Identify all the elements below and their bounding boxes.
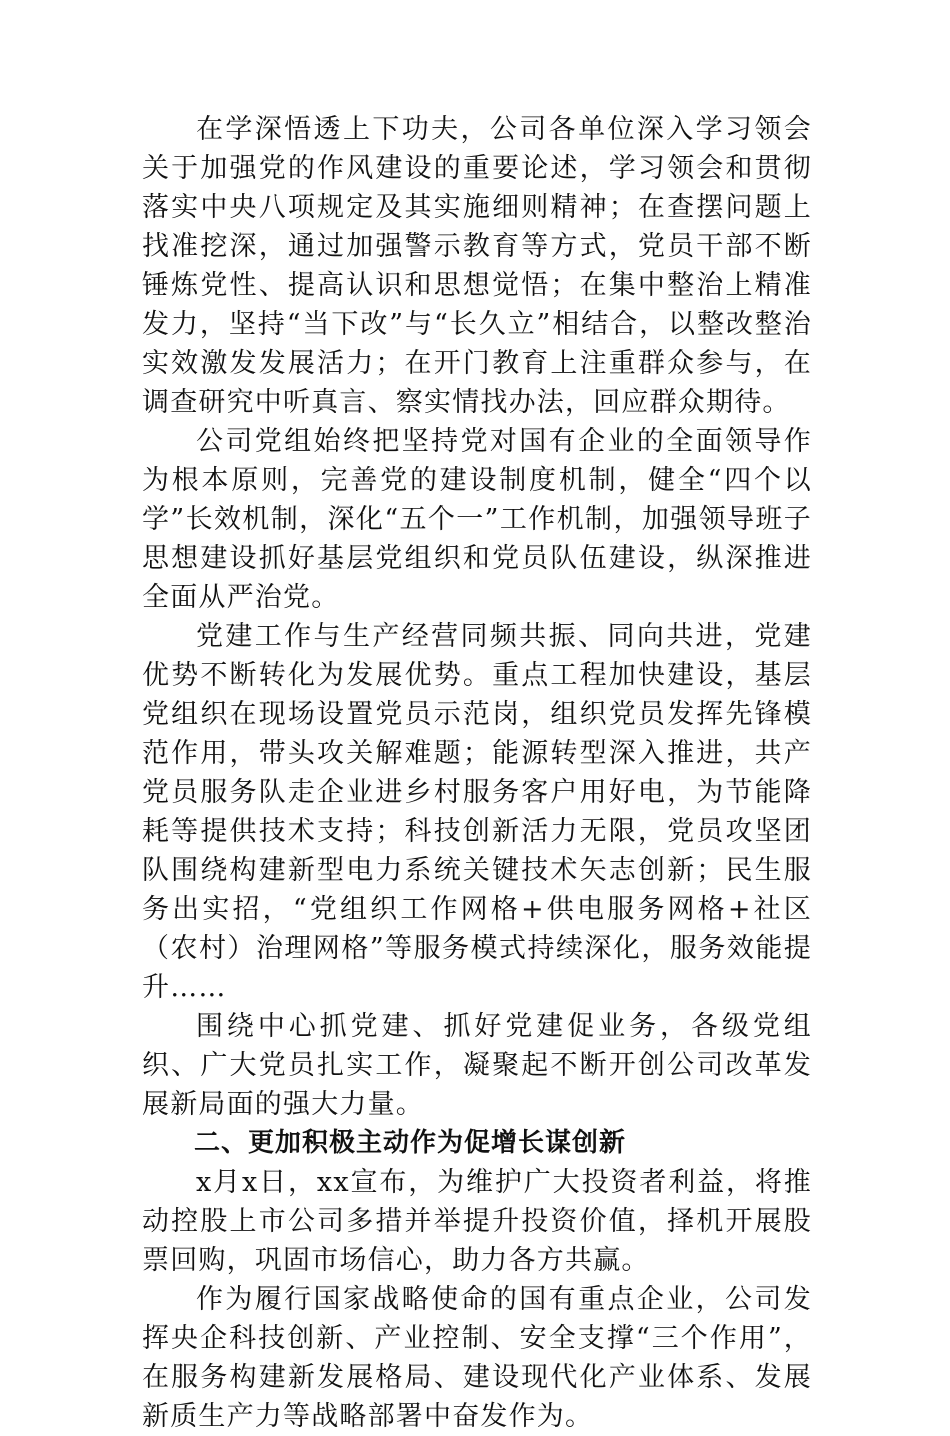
paragraph-focus-center: 围绕中心抓党建、抓好党建促业务，各级党组织、广大党员扎实工作，凝聚起不断开创公司改革发展新局面的强大力量。 (142, 1011, 812, 1120)
document-body (142, 110, 812, 1436)
paragraph-share-buyback: x月x日，xx宣布，为维护广大投资者利益，将推动控股上市公司多措并举提升投资价值，择机开展股票回购，巩固市场信心，助力各方共赢。 (142, 1167, 812, 1276)
paragraph-party-building-production: 党建工作与生产经营同频共振、同向共进，党建优势不断转化为发展优势。重点工程加快建设，基层党组织在现场设置党员示范岗，组织党员发挥先锋模范作用，带头攻关解难题；能源转型深入推进，共产党员服务队走企业进乡村服务客户用好电，为节能降耗等提供技术支持；科技创新活力无限，党员攻坚团队围绕构建新型电力系统关键技术矢志创新；民生服务出实招，“党组织工作网格+供电服务网格+社区（农村）治理网格”等服务模式持续深化，服务效能提升…… (142, 621, 812, 1003)
paragraph-study-deeply: 在学深悟透上下功夫，公司各单位深入学习领会关于加强党的作风建设的重要论述，学习领会和贯彻落实中央八项规定及其实施细则精神；在查摆问题上找准挖深，通过加强警示教育等方式，党员干部不断锤炼党性、提高认识和思想觉悟；在集中整治上精准发力，坚持“当下改”与“长久立”相结合，以整改整治实效激发发展活力；在开门教育上注重群众参与，在调查研究中听真言、察实情找办法，回应群众期待。 (142, 114, 812, 418)
paragraph-party-leadership: 公司党组始终把坚持党对国有企业的全面领导作为根本原则，完善党的建设制度机制，健全“四个以学”长效机制，深化“五个一”工作机制，加强领导班子思想建设抓好基层党组织和党员队伍建设，纵深推进全面从严治党。 (142, 426, 812, 613)
paragraph-three-roles: 作为履行国家战略使命的国有重点企业，公司发挥央企科技创新、产业控制、安全支撑“三个作用”，在服务构建新发展格局、建设现代化产业体系、发展新质生产力等战略部署中奋发作为。 (142, 1284, 812, 1432)
section-heading: 二、更加积极主动作为促增长谋创新 (194, 1128, 627, 1158)
